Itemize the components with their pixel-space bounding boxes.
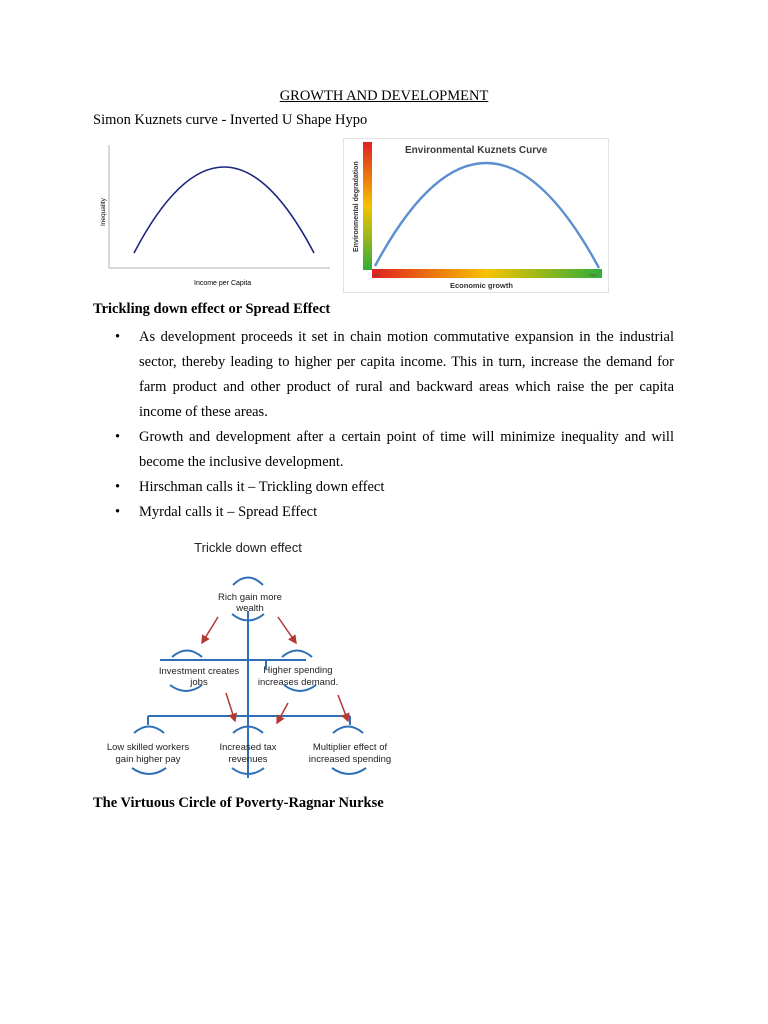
node-rich-line1: Rich gain more <box>218 592 282 603</box>
node-rich-line2: wealth <box>236 603 264 614</box>
list-item <box>93 475 674 500</box>
node-workers-line1: Low skilled workers <box>106 742 190 753</box>
y-axis-label: Inequality <box>100 198 107 226</box>
list-item <box>93 325 674 425</box>
page-title: GROWTH AND DEVELOPMENT <box>279 88 489 104</box>
inverted-u-curve <box>134 167 314 253</box>
virtuous-circle-heading: The Virtuous Circle of Poverty-Ragnar Nurkse <box>93 795 384 811</box>
ekc-title: Environmental Kuznets Curve <box>405 145 548 156</box>
environmental-kuznets-figure <box>343 138 609 293</box>
node-tax-line2: revenues <box>228 754 268 765</box>
node-spending-line2: increases demand. <box>257 677 339 688</box>
bullet-marker: • <box>115 504 121 520</box>
ekc-corner-low: low <box>373 272 380 277</box>
kuznets-curve-figure <box>94 140 334 290</box>
ekc-corner-high: high <box>589 272 597 277</box>
y-axis-gradient <box>363 142 372 270</box>
trickle-heading: Trickling down effect or Spread Effect <box>93 301 331 317</box>
trickle-bullet-list <box>93 325 674 525</box>
bullet-text: Hirschman calls it – Trickling down effect <box>139 479 385 495</box>
node-investment-line2: jobs <box>190 677 208 688</box>
bullet-text: Growth and development after a certain point of time will minimize inequality and will become the inclusive development. <box>139 429 674 470</box>
node-multiplier-line2: increased spending <box>308 754 392 765</box>
bullet-marker: • <box>115 329 121 345</box>
ekc-x-label: Economic growth <box>450 281 513 290</box>
x-axis-label: Income per Capita <box>194 280 252 287</box>
node-multiplier-line1: Multiplier effect of <box>312 742 388 753</box>
ekc-y-label: Environmental degradation <box>353 161 360 252</box>
bullet-marker: • <box>115 479 121 495</box>
trickle-down-diagram <box>100 533 400 783</box>
list-item <box>93 425 674 475</box>
bullet-text: As development proceeds it set in chain motion commutative expansion in the industrial sector, thereby leading to higher per capita income. This in turn, increase the demand for farm product and other product of rural and backward areas which raise the per capita income of these areas. <box>139 329 674 420</box>
bullet-marker: • <box>115 429 121 445</box>
bullet-text: Myrdal calls it – Spread Effect <box>139 504 318 520</box>
subtitle: Simon Kuznets curve - Inverted U Shape Hypo <box>93 112 368 128</box>
node-workers-line2: gain higher pay <box>115 754 181 765</box>
diagram-title: Trickle down effect <box>194 540 302 555</box>
node-spending-line1: Higher spending <box>263 665 333 676</box>
node-tax-line1: Increased tax <box>219 742 277 753</box>
x-axis-gradient <box>372 269 602 278</box>
node-investment-line1: Investment creates <box>158 666 240 677</box>
list-item <box>93 500 674 525</box>
